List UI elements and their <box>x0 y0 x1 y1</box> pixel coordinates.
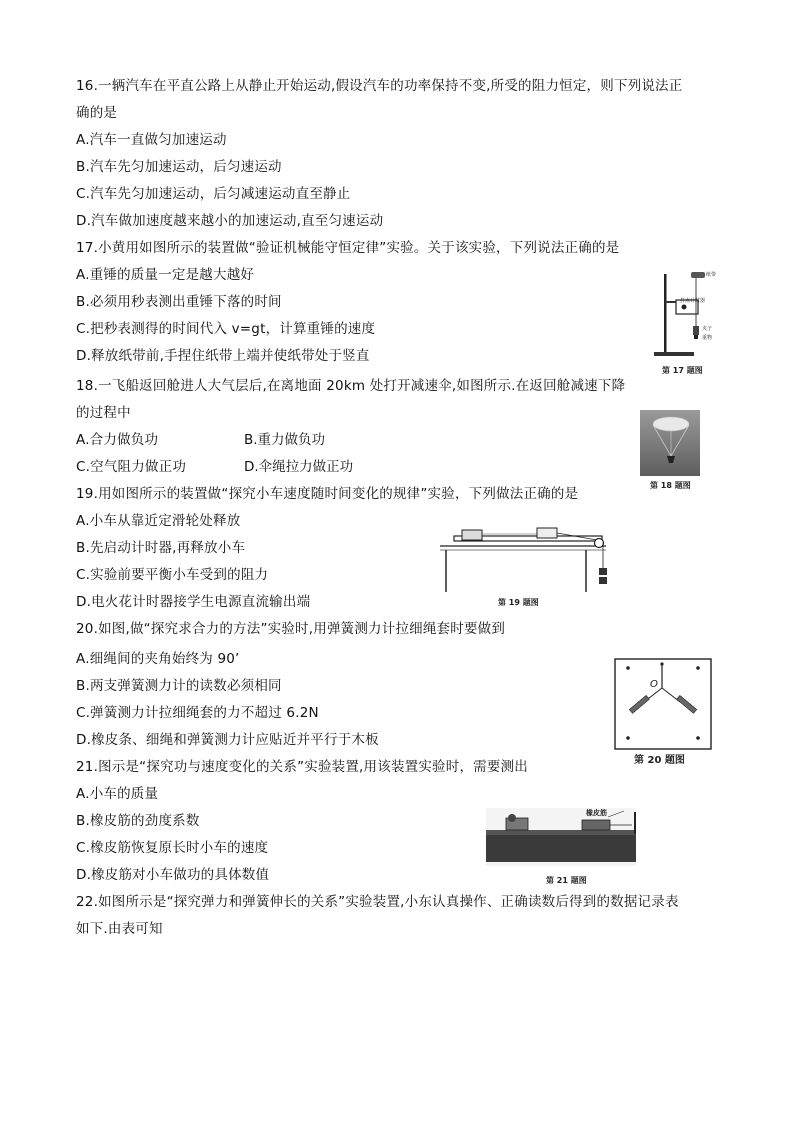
q18-option-a: A.合力做负功 <box>76 432 159 448</box>
q20-option-b: B.两支弹簧测力计的读数必须相同 <box>76 678 282 694</box>
fig17-label-timer: 打点计时器 <box>680 298 706 304</box>
q16-option-d: D.汽车做加速度越来越小的加速运动,直至匀速运动 <box>76 213 384 229</box>
figure-17-apparatus <box>650 266 718 358</box>
figure-19-caption: 第 19 题图 <box>498 598 539 607</box>
figure-21-caption: 第 21 题图 <box>546 876 587 885</box>
figure-19-track-apparatus <box>440 522 616 594</box>
q19-option-a: A.小车从靠近定滑轮处释放 <box>76 513 241 529</box>
q17-option-b: B.必须用秒表测出重锤下落的时间 <box>76 294 282 310</box>
fig17-label-weight: 重物 <box>702 335 713 341</box>
q19-option-c: C.实验前要平衡小车受到的阻力 <box>76 567 269 583</box>
q21-option-b: B.橡皮筋的劲度系数 <box>76 813 200 829</box>
figure-20-caption: 第 20 题图 <box>634 755 685 766</box>
q18-stem-line1: 18.一飞船返回舱进人大气层后,在离地面 20km 处打开减速伞,如图所示.在返回舱减速下降 <box>76 378 626 394</box>
q22-stem-line2: 如下.由表可知 <box>76 921 163 937</box>
q16-option-b: B.汽车先匀加速运动，后匀速运动 <box>76 159 282 175</box>
q17-option-d: D.释放纸带前,手捏住纸带上端并使纸带处于竖直 <box>76 348 370 364</box>
figure-18-parachute-photo <box>640 410 700 476</box>
fig17-label-paper: 纸带 <box>706 272 717 278</box>
q19-option-d: D.电火花计时器接学生电源直流输出端 <box>76 594 311 610</box>
q19-stem: 19.用如图所示的装置做“探究小车速度随时间变化的规律”实验，下列做法正确的是 <box>76 486 579 502</box>
q18-option-d: D.伞绳拉力做正功 <box>244 459 354 475</box>
q18-stem-line2: 的过程中 <box>76 405 131 421</box>
q21-option-c: C.橡皮筋恢复原长时小车的速度 <box>76 840 269 856</box>
q20-option-d: D.橡皮条、细绳和弹簧测力计应贴近并平行于木板 <box>76 732 379 748</box>
figure-21-label-rubber-band: 橡皮筋 <box>586 809 607 817</box>
q20-option-a: A.细绳间的夹角始终为 90’ <box>76 651 240 667</box>
q21-option-a: A.小车的质量 <box>76 786 159 802</box>
figure-21-rubber-band-apparatus <box>486 808 636 866</box>
q21-option-d: D.橡皮筋对小车做功的具体数值 <box>76 867 270 883</box>
q19-option-b: B.先启动计时器,再释放小车 <box>76 540 246 556</box>
figure-20-point-label: O <box>650 679 658 690</box>
fig17-label-clip: 夹子 <box>702 326 713 332</box>
q20-option-c: C.弹簧测力计拉细绳套的力不超过 6.2N <box>76 705 319 721</box>
q22-stem-line1: 22.如图所示是“探究弹力和弹簧伸长的关系”实验装置,小东认真操作、正确读数后得到的数据记录表 <box>76 894 679 910</box>
q18-option-b: B.重力做负功 <box>244 432 326 448</box>
figure-18-caption: 第 18 题图 <box>650 481 691 490</box>
q17-option-c: C.把秒表测得的时间代入 v=gt，计算重锤的速度 <box>76 321 376 337</box>
figure-17-caption: 第 17 题图 <box>662 366 703 375</box>
q21-stem: 21.图示是“探究功与速度变化的关系”实验装置,用该装置实验时，需要测出 <box>76 759 528 775</box>
q17-option-a: A.重锤的质量一定是越大越好 <box>76 267 255 283</box>
q16-option-c: C.汽车先匀加速运动，后匀减速运动直至静止 <box>76 186 351 202</box>
q16-stem-line1: 16.一辆汽车在平直公路上从静止开始运动,假设汽车的功率保持不变,所受的阻力恒定，则下列说法正 <box>76 78 683 94</box>
q17-stem: 17.小黄用如图所示的装置做“验证机械能守恒定律”实验。关于该实验，下列说法正确的是 <box>76 240 620 256</box>
q16-stem-line2: 确的是 <box>76 105 118 121</box>
q20-stem: 20.如图,做“探究求合力的方法”实验时,用弹簧测力计拉细绳套时要做到 <box>76 621 506 637</box>
q18-option-c: C.空气阻力做正功 <box>76 459 187 475</box>
figure-20-force-board <box>614 658 712 750</box>
q16-option-a: A.汽车一直做匀加速运动 <box>76 132 227 148</box>
